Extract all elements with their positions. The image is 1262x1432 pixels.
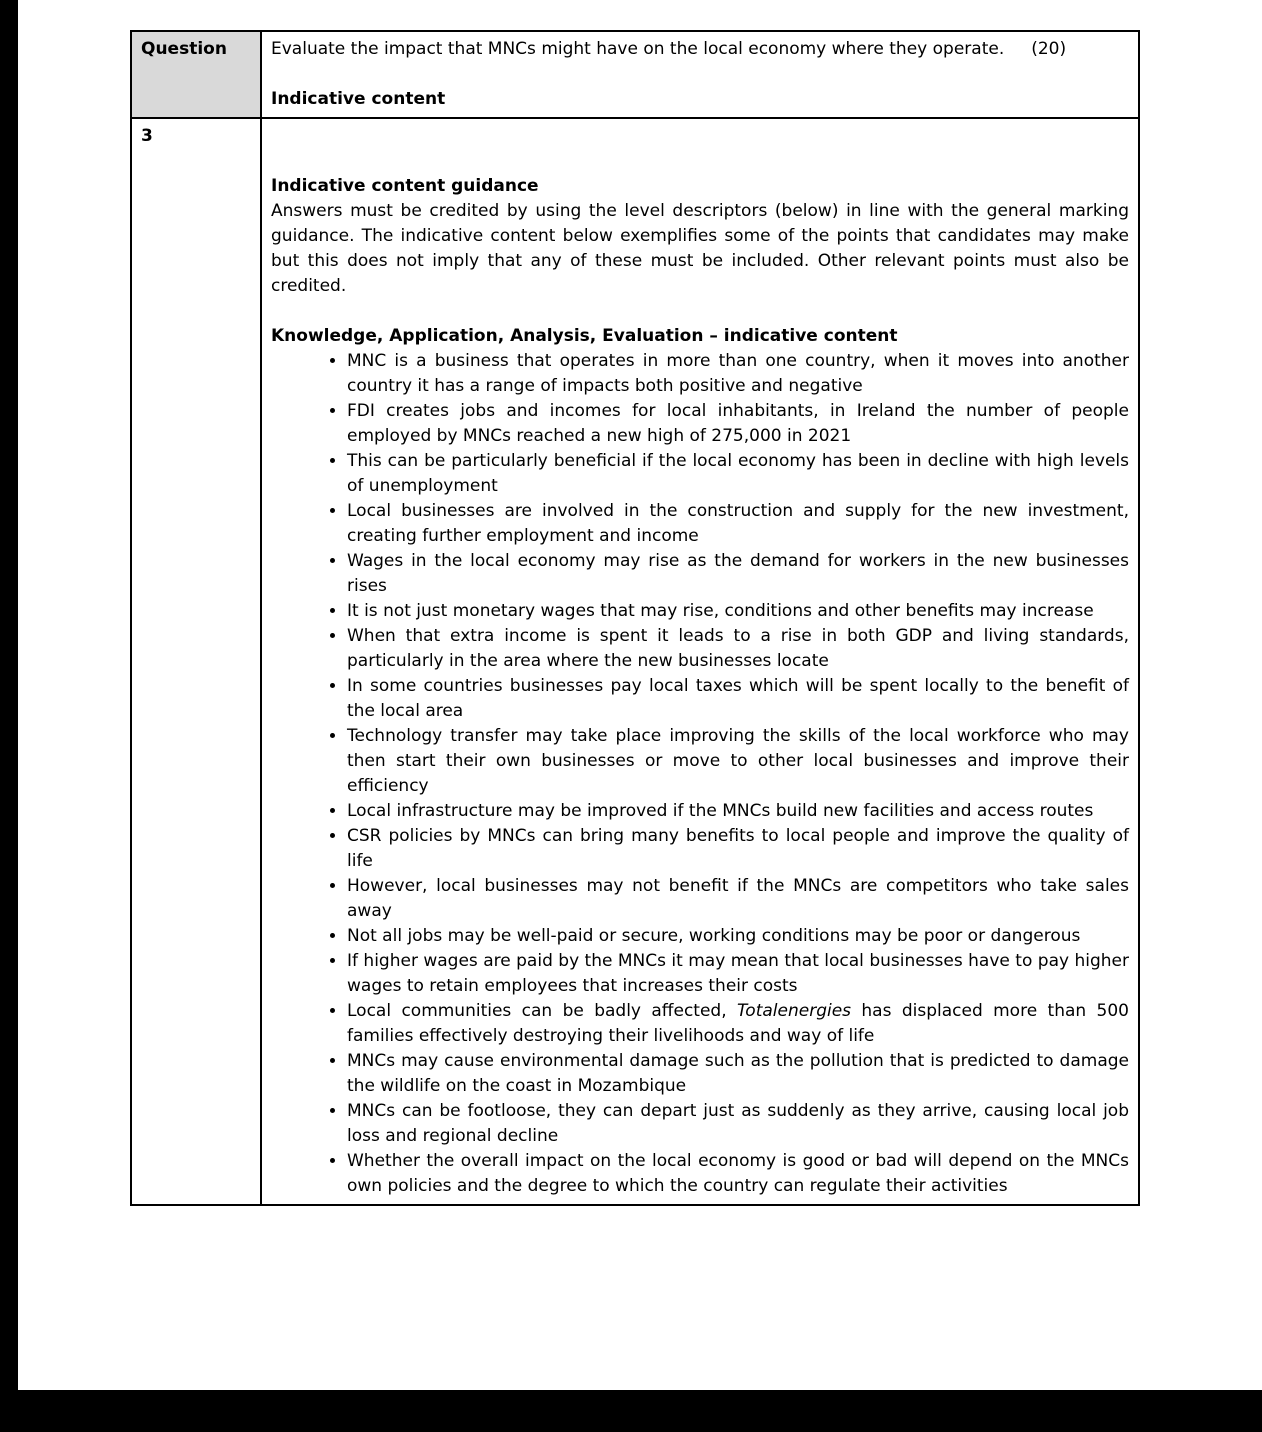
bullet-item: • Not all jobs may be well-paid or secure, working conditions may be poor or dangerous bbox=[347, 924, 1129, 949]
bullet-text-italic: Totalenergies bbox=[737, 1001, 852, 1021]
question-text-cell bbox=[261, 31, 1139, 118]
bullet-item: • CSR policies by MNCs can bring many benefits to local people and improve the quality of life bbox=[347, 824, 1129, 874]
mark-scheme-table bbox=[130, 30, 1140, 1206]
bullet-item: • Local businesses are involved in the construction and supply for the new investment, creating further employment and income bbox=[347, 499, 1129, 549]
bullet-item bbox=[347, 999, 1129, 1049]
bullet-item: • If higher wages are paid by the MNCs it may mean that local businesses have to pay higher wages to retain employees that increases their costs bbox=[347, 949, 1129, 999]
bullet-item: • This can be particularly beneficial if the local economy has been in decline with high levels of unemployment bbox=[347, 449, 1129, 499]
indicative-content-label: Indicative content bbox=[271, 89, 446, 109]
bullet-item: • In some countries businesses pay local taxes which will be spent locally to the benefit of the local area bbox=[347, 674, 1129, 724]
bullet-text: Local communities can be badly affected, bbox=[347, 1001, 738, 1021]
guidance-text: Answers must be credited by using the level descriptors (below) in line with the general marking guidance. The indicative content below exemplifies some of the points that candidates may make but this does not imply that any of these must be included. Other relevant points must also be credited. bbox=[271, 201, 1129, 296]
question-number: 3 bbox=[141, 126, 153, 146]
bullet-item: • Wages in the local economy may rise as the demand for workers in the new businesses rises bbox=[347, 549, 1129, 599]
bullet-text: has displaced more than 500 families effectively destroying their livelihoods and way of life bbox=[347, 1001, 1129, 1046]
bullet-item: • When that extra income is spent it leads to a rise in both GDP and living standards, particularly in the area where the new businesses locate bbox=[347, 624, 1129, 674]
bullet-item: • MNCs may cause environmental damage such as the pollution that is predicted to damage the wildlife on the coast in Mozambique bbox=[347, 1049, 1129, 1099]
bullet-item: • FDI creates jobs and incomes for local inhabitants, in Ireland the number of people employed by MNCs reached a new high of 275,000 in 2021 bbox=[347, 399, 1129, 449]
indicative-content-cell bbox=[261, 118, 1139, 1205]
question-number-cell bbox=[131, 118, 261, 1205]
header-row bbox=[131, 31, 1139, 118]
bullet-item: • Technology transfer may take place improving the skills of the local workforce who may then start their own businesses or move to other local businesses and improve their efficiency bbox=[347, 724, 1129, 799]
section-title: Knowledge, Application, Analysis, Evaluation – indicative content bbox=[271, 326, 898, 346]
question-label: Question bbox=[141, 39, 227, 59]
bullet-item: • It is not just monetary wages that may rise, conditions and other benefits may increase bbox=[347, 599, 1129, 624]
bullet-item: • MNC is a business that operates in more than one country, when it moves into another country it has a range of impacts both positive and negative bbox=[347, 349, 1129, 399]
bullet-item: • Local infrastructure may be improved if the MNCs build new facilities and access routes bbox=[347, 799, 1129, 824]
question-header-cell bbox=[131, 31, 261, 118]
guidance-title: Indicative content guidance bbox=[271, 176, 539, 196]
document-page bbox=[18, 0, 1262, 1390]
spacer bbox=[271, 299, 1129, 324]
bullet-item: • However, local businesses may not benefit if the MNCs are competitors who take sales away bbox=[347, 874, 1129, 924]
spacer bbox=[271, 62, 1129, 87]
bullet-list bbox=[271, 349, 1129, 1199]
bullet-item: • Whether the overall impact on the local economy is good or bad will depend on the MNCs own policies and the degree to which the country can regulate their activities bbox=[347, 1149, 1129, 1199]
body-row bbox=[131, 118, 1139, 1205]
bullet-item: • MNCs can be footloose, they can depart just as suddenly as they arrive, causing local job loss and regional decline bbox=[347, 1099, 1129, 1149]
question-text: Evaluate the impact that MNCs might have on the local economy where they operate. (20) bbox=[271, 39, 1067, 59]
spacer bbox=[271, 124, 1129, 174]
